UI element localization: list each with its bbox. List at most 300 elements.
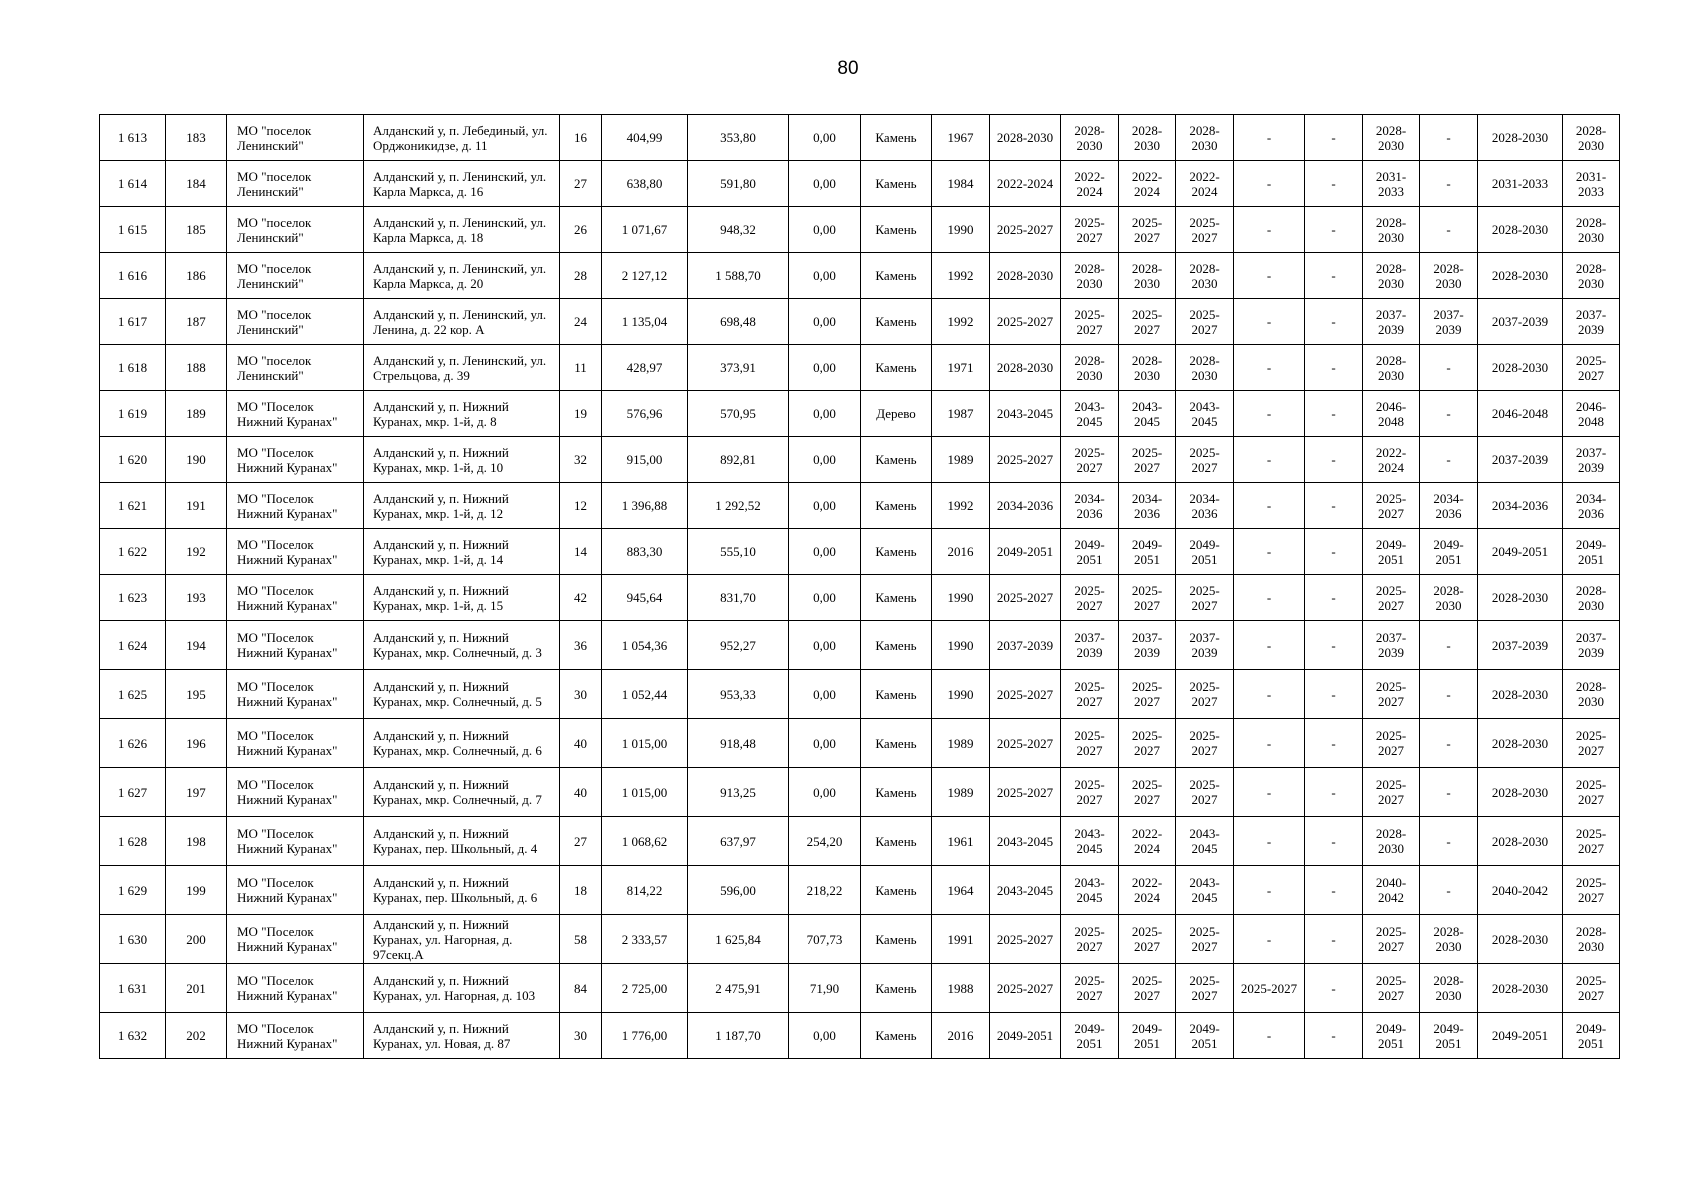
total-area-cell: 638,80 <box>602 161 688 207</box>
residents-cell: 40 <box>560 719 602 768</box>
work-period-cell-9: 2028-2030 <box>1478 207 1563 253</box>
living-area-cell: 596,00 <box>688 866 789 915</box>
work-period-cell-4: 2025-2027 <box>1176 670 1234 719</box>
residents-cell: 30 <box>560 1013 602 1059</box>
wall-material-cell: Камень <box>861 1013 932 1059</box>
table-row <box>100 1013 1620 1059</box>
table-row <box>100 719 1620 768</box>
work-period-cell-3: 2034-2036 <box>1119 483 1176 529</box>
work-period-cell-5: - <box>1234 621 1305 670</box>
municipality-cell: МО "Поселок Нижний Куранах" <box>227 529 364 575</box>
work-period-cell-10: 2025-2027 <box>1563 768 1620 817</box>
work-period-cell-7: 2049-2051 <box>1363 1013 1420 1059</box>
work-period-cell-9: 2040-2042 <box>1478 866 1563 915</box>
work-period-cell-5: - <box>1234 161 1305 207</box>
work-period-cell-6: - <box>1305 964 1363 1013</box>
work-period-cell-10: 2046-2048 <box>1563 391 1620 437</box>
work-period-cell-9: 2028-2030 <box>1478 768 1563 817</box>
municipality-cell: МО "Поселок Нижний Куранах" <box>227 964 364 1013</box>
work-period-cell-7: 2025-2027 <box>1363 768 1420 817</box>
work-period-cell-8: - <box>1420 817 1478 866</box>
address-cell: Алданский у, п. Нижний Куранах, мкр. 1-й, д. 8 <box>364 391 560 437</box>
work-period-cell-8: - <box>1420 391 1478 437</box>
address-cell: Алданский у, п. Нижний Куранах, ул. Нагорная, д. 97секц.А <box>364 915 560 964</box>
address-cell: Алданский у, п. Ленинский, ул. Стрельцова, д. 39 <box>364 345 560 391</box>
object-number-cell: 202 <box>166 1013 227 1059</box>
work-period-cell-10: 2049-2051 <box>1563 1013 1620 1059</box>
work-period-cell-1: 2049-2051 <box>990 1013 1061 1059</box>
total-area-cell: 1 776,00 <box>602 1013 688 1059</box>
wall-material-cell: Камень <box>861 621 932 670</box>
work-period-cell-3: 2025-2027 <box>1119 670 1176 719</box>
construction-year-cell: 1989 <box>932 768 990 817</box>
work-period-cell-10: 2028-2030 <box>1563 253 1620 299</box>
work-period-cell-6: - <box>1305 915 1363 964</box>
object-number-cell: 193 <box>166 575 227 621</box>
work-period-cell-6: - <box>1305 391 1363 437</box>
address-cell: Алданский у, п. Нижний Куранах, мкр. Солнечный, д. 7 <box>364 768 560 817</box>
municipality-cell: МО "поселок Ленинский" <box>227 207 364 253</box>
work-period-cell-1: 2037-2039 <box>990 621 1061 670</box>
living-area-cell: 918,48 <box>688 719 789 768</box>
work-period-cell-1: 2025-2027 <box>990 299 1061 345</box>
object-number-cell: 198 <box>166 817 227 866</box>
work-period-cell-3: 2028-2030 <box>1119 253 1176 299</box>
object-number-cell: 190 <box>166 437 227 483</box>
construction-year-cell: 1990 <box>932 575 990 621</box>
work-period-cell-5: - <box>1234 768 1305 817</box>
work-period-cell-1: 2043-2045 <box>990 391 1061 437</box>
construction-year-cell: 1964 <box>932 866 990 915</box>
work-period-cell-2: 2043-2045 <box>1061 817 1119 866</box>
nonresidential-area-cell: 0,00 <box>789 1013 861 1059</box>
work-period-cell-10: 2037-2039 <box>1563 299 1620 345</box>
work-period-cell-5: - <box>1234 437 1305 483</box>
work-period-cell-1: 2025-2027 <box>990 437 1061 483</box>
wall-material-cell: Камень <box>861 345 932 391</box>
work-period-cell-3: 2022-2024 <box>1119 161 1176 207</box>
work-period-cell-6: - <box>1305 161 1363 207</box>
table-row <box>100 621 1620 670</box>
work-period-cell-2: 2037-2039 <box>1061 621 1119 670</box>
work-period-cell-5: - <box>1234 719 1305 768</box>
residents-cell: 14 <box>560 529 602 575</box>
construction-year-cell: 1961 <box>932 817 990 866</box>
construction-year-cell: 1967 <box>932 115 990 161</box>
work-period-cell-9: 2028-2030 <box>1478 575 1563 621</box>
work-period-cell-6: - <box>1305 483 1363 529</box>
work-period-cell-6: - <box>1305 719 1363 768</box>
address-cell: Алданский у, п. Нижний Куранах, мкр. Солнечный, д. 3 <box>364 621 560 670</box>
nonresidential-area-cell: 0,00 <box>789 529 861 575</box>
work-period-cell-4: 2025-2027 <box>1176 437 1234 483</box>
residents-cell: 16 <box>560 115 602 161</box>
work-period-cell-6: - <box>1305 345 1363 391</box>
work-period-cell-2: 2025-2027 <box>1061 207 1119 253</box>
address-cell: Алданский у, п. Нижний Куранах, мкр. 1-й, д. 12 <box>364 483 560 529</box>
residents-cell: 40 <box>560 768 602 817</box>
work-period-cell-4: 2028-2030 <box>1176 345 1234 391</box>
work-period-cell-2: 2028-2030 <box>1061 253 1119 299</box>
nonresidential-area-cell: 254,20 <box>789 817 861 866</box>
residents-cell: 28 <box>560 253 602 299</box>
total-area-cell: 1 071,67 <box>602 207 688 253</box>
work-period-cell-10: 2025-2027 <box>1563 866 1620 915</box>
living-area-cell: 953,33 <box>688 670 789 719</box>
residents-cell: 27 <box>560 817 602 866</box>
living-area-cell: 637,97 <box>688 817 789 866</box>
work-period-cell-7: 2031-2033 <box>1363 161 1420 207</box>
work-period-cell-4: 2025-2027 <box>1176 915 1234 964</box>
total-area-cell: 883,30 <box>602 529 688 575</box>
construction-year-cell: 1990 <box>932 621 990 670</box>
work-period-cell-6: - <box>1305 529 1363 575</box>
work-period-cell-4: 2043-2045 <box>1176 391 1234 437</box>
municipality-cell: МО "Поселок Нижний Куранах" <box>227 575 364 621</box>
row-number-cell: 1 626 <box>100 719 166 768</box>
row-number-cell: 1 614 <box>100 161 166 207</box>
housing-registry-table <box>99 114 1620 1059</box>
work-period-cell-5: - <box>1234 345 1305 391</box>
residents-cell: 26 <box>560 207 602 253</box>
object-number-cell: 194 <box>166 621 227 670</box>
object-number-cell: 200 <box>166 915 227 964</box>
construction-year-cell: 1987 <box>932 391 990 437</box>
work-period-cell-9: 2037-2039 <box>1478 299 1563 345</box>
work-period-cell-4: 2043-2045 <box>1176 866 1234 915</box>
work-period-cell-1: 2022-2024 <box>990 161 1061 207</box>
nonresidential-area-cell: 0,00 <box>789 299 861 345</box>
work-period-cell-9: 2028-2030 <box>1478 817 1563 866</box>
work-period-cell-4: 2025-2027 <box>1176 719 1234 768</box>
table-row <box>100 575 1620 621</box>
table-row <box>100 207 1620 253</box>
municipality-cell: МО "Поселок Нижний Куранах" <box>227 866 364 915</box>
work-period-cell-8: 2037-2039 <box>1420 299 1478 345</box>
nonresidential-area-cell: 0,00 <box>789 575 861 621</box>
work-period-cell-7: 2025-2027 <box>1363 483 1420 529</box>
address-cell: Алданский у, п. Нижний Куранах, мкр. 1-й, д. 14 <box>364 529 560 575</box>
total-area-cell: 2 127,12 <box>602 253 688 299</box>
work-period-cell-5: - <box>1234 817 1305 866</box>
row-number-cell: 1 631 <box>100 964 166 1013</box>
residents-cell: 58 <box>560 915 602 964</box>
work-period-cell-7: 2025-2027 <box>1363 670 1420 719</box>
table-row <box>100 670 1620 719</box>
living-area-cell: 1 625,84 <box>688 915 789 964</box>
work-period-cell-5: - <box>1234 670 1305 719</box>
row-number-cell: 1 632 <box>100 1013 166 1059</box>
municipality-cell: МО "Поселок Нижний Куранах" <box>227 483 364 529</box>
address-cell: Алданский у, п. Нижний Куранах, пер. Школьный, д. 4 <box>364 817 560 866</box>
work-period-cell-3: 2028-2030 <box>1119 345 1176 391</box>
table-row <box>100 866 1620 915</box>
row-number-cell: 1 624 <box>100 621 166 670</box>
table-row <box>100 915 1620 964</box>
row-number-cell: 1 623 <box>100 575 166 621</box>
work-period-cell-10: 2049-2051 <box>1563 529 1620 575</box>
work-period-cell-1: 2028-2030 <box>990 115 1061 161</box>
work-period-cell-8: - <box>1420 161 1478 207</box>
total-area-cell: 915,00 <box>602 437 688 483</box>
work-period-cell-8: 2028-2030 <box>1420 575 1478 621</box>
work-period-cell-8: - <box>1420 207 1478 253</box>
residents-cell: 30 <box>560 670 602 719</box>
work-period-cell-10: 2028-2030 <box>1563 115 1620 161</box>
living-area-cell: 1 292,52 <box>688 483 789 529</box>
wall-material-cell: Камень <box>861 719 932 768</box>
wall-material-cell: Камень <box>861 483 932 529</box>
table-row <box>100 964 1620 1013</box>
work-period-cell-9: 2028-2030 <box>1478 253 1563 299</box>
construction-year-cell: 1984 <box>932 161 990 207</box>
work-period-cell-8: - <box>1420 115 1478 161</box>
row-number-cell: 1 613 <box>100 115 166 161</box>
row-number-cell: 1 628 <box>100 817 166 866</box>
work-period-cell-9: 2031-2033 <box>1478 161 1563 207</box>
work-period-cell-3: 2049-2051 <box>1119 529 1176 575</box>
nonresidential-area-cell: 0,00 <box>789 345 861 391</box>
municipality-cell: МО "Поселок Нижний Куранах" <box>227 768 364 817</box>
work-period-cell-4: 2049-2051 <box>1176 1013 1234 1059</box>
table-row <box>100 253 1620 299</box>
total-area-cell: 814,22 <box>602 866 688 915</box>
table-row <box>100 483 1620 529</box>
work-period-cell-2: 2049-2051 <box>1061 529 1119 575</box>
work-period-cell-2: 2025-2027 <box>1061 768 1119 817</box>
work-period-cell-8: - <box>1420 670 1478 719</box>
wall-material-cell: Камень <box>861 575 932 621</box>
work-period-cell-8: - <box>1420 866 1478 915</box>
living-area-cell: 952,27 <box>688 621 789 670</box>
living-area-cell: 353,80 <box>688 115 789 161</box>
work-period-cell-8: - <box>1420 345 1478 391</box>
work-period-cell-6: - <box>1305 1013 1363 1059</box>
wall-material-cell: Камень <box>861 817 932 866</box>
work-period-cell-10: 2025-2027 <box>1563 817 1620 866</box>
work-period-cell-7: 2028-2030 <box>1363 817 1420 866</box>
work-period-cell-5: 2025-2027 <box>1234 964 1305 1013</box>
work-period-cell-4: 2028-2030 <box>1176 253 1234 299</box>
address-cell: Алданский у, п. Нижний Куранах, ул. Нагорная, д. 103 <box>364 964 560 1013</box>
residents-cell: 36 <box>560 621 602 670</box>
work-period-cell-8: 2049-2051 <box>1420 529 1478 575</box>
total-area-cell: 576,96 <box>602 391 688 437</box>
work-period-cell-7: 2046-2048 <box>1363 391 1420 437</box>
total-area-cell: 1 135,04 <box>602 299 688 345</box>
work-period-cell-6: - <box>1305 115 1363 161</box>
residents-cell: 18 <box>560 866 602 915</box>
address-cell: Алданский у, п. Лебединый, ул. Орджоникидзе, д. 11 <box>364 115 560 161</box>
municipality-cell: МО "Поселок Нижний Куранах" <box>227 437 364 483</box>
object-number-cell: 189 <box>166 391 227 437</box>
living-area-cell: 570,95 <box>688 391 789 437</box>
table-row <box>100 345 1620 391</box>
work-period-cell-10: 2025-2027 <box>1563 345 1620 391</box>
work-period-cell-2: 2043-2045 <box>1061 866 1119 915</box>
work-period-cell-10: 2037-2039 <box>1563 621 1620 670</box>
work-period-cell-2: 2025-2027 <box>1061 437 1119 483</box>
living-area-cell: 892,81 <box>688 437 789 483</box>
work-period-cell-1: 2025-2027 <box>990 964 1061 1013</box>
construction-year-cell: 1992 <box>932 253 990 299</box>
total-area-cell: 945,64 <box>602 575 688 621</box>
work-period-cell-9: 2049-2051 <box>1478 1013 1563 1059</box>
total-area-cell: 1 396,88 <box>602 483 688 529</box>
work-period-cell-1: 2043-2045 <box>990 866 1061 915</box>
work-period-cell-4: 2025-2027 <box>1176 299 1234 345</box>
nonresidential-area-cell: 0,00 <box>789 719 861 768</box>
construction-year-cell: 1988 <box>932 964 990 1013</box>
work-period-cell-2: 2025-2027 <box>1061 719 1119 768</box>
object-number-cell: 185 <box>166 207 227 253</box>
row-number-cell: 1 616 <box>100 253 166 299</box>
living-area-cell: 1 187,70 <box>688 1013 789 1059</box>
work-period-cell-9: 2034-2036 <box>1478 483 1563 529</box>
table-row <box>100 115 1620 161</box>
construction-year-cell: 1990 <box>932 207 990 253</box>
nonresidential-area-cell: 71,90 <box>789 964 861 1013</box>
work-period-cell-3: 2037-2039 <box>1119 621 1176 670</box>
work-period-cell-6: - <box>1305 621 1363 670</box>
work-period-cell-4: 2025-2027 <box>1176 768 1234 817</box>
work-period-cell-2: 2028-2030 <box>1061 115 1119 161</box>
municipality-cell: МО "Поселок Нижний Куранах" <box>227 670 364 719</box>
row-number-cell: 1 617 <box>100 299 166 345</box>
work-period-cell-9: 2028-2030 <box>1478 670 1563 719</box>
work-period-cell-2: 2043-2045 <box>1061 391 1119 437</box>
work-period-cell-7: 2028-2030 <box>1363 207 1420 253</box>
municipality-cell: МО "поселок Ленинский" <box>227 345 364 391</box>
work-period-cell-8: 2028-2030 <box>1420 964 1478 1013</box>
work-period-cell-7: 2025-2027 <box>1363 575 1420 621</box>
wall-material-cell: Камень <box>861 964 932 1013</box>
work-period-cell-10: 2028-2030 <box>1563 915 1620 964</box>
address-cell: Алданский у, п. Нижний Куранах, ул. Новая, д. 87 <box>364 1013 560 1059</box>
nonresidential-area-cell: 0,00 <box>789 161 861 207</box>
object-number-cell: 199 <box>166 866 227 915</box>
row-number-cell: 1 618 <box>100 345 166 391</box>
work-period-cell-5: - <box>1234 391 1305 437</box>
work-period-cell-10: 2025-2027 <box>1563 719 1620 768</box>
municipality-cell: МО "поселок Ленинский" <box>227 253 364 299</box>
municipality-cell: МО "Поселок Нижний Куранах" <box>227 391 364 437</box>
row-number-cell: 1 621 <box>100 483 166 529</box>
wall-material-cell: Камень <box>861 768 932 817</box>
address-cell: Алданский у, п. Ленинский, ул. Карла Маркса, д. 18 <box>364 207 560 253</box>
work-period-cell-6: - <box>1305 866 1363 915</box>
construction-year-cell: 1992 <box>932 299 990 345</box>
work-period-cell-3: 2025-2027 <box>1119 964 1176 1013</box>
total-area-cell: 404,99 <box>602 115 688 161</box>
work-period-cell-8: 2028-2030 <box>1420 915 1478 964</box>
living-area-cell: 373,91 <box>688 345 789 391</box>
municipality-cell: МО "Поселок Нижний Куранах" <box>227 915 364 964</box>
work-period-cell-1: 2049-2051 <box>990 529 1061 575</box>
work-period-cell-6: - <box>1305 575 1363 621</box>
wall-material-cell: Камень <box>861 866 932 915</box>
wall-material-cell: Камень <box>861 161 932 207</box>
work-period-cell-6: - <box>1305 670 1363 719</box>
nonresidential-area-cell: 707,73 <box>789 915 861 964</box>
work-period-cell-3: 2025-2027 <box>1119 207 1176 253</box>
work-period-cell-10: 2028-2030 <box>1563 207 1620 253</box>
work-period-cell-1: 2025-2027 <box>990 719 1061 768</box>
work-period-cell-6: - <box>1305 817 1363 866</box>
work-period-cell-3: 2025-2027 <box>1119 719 1176 768</box>
object-number-cell: 196 <box>166 719 227 768</box>
work-period-cell-3: 2025-2027 <box>1119 437 1176 483</box>
row-number-cell: 1 620 <box>100 437 166 483</box>
living-area-cell: 1 588,70 <box>688 253 789 299</box>
nonresidential-area-cell: 0,00 <box>789 207 861 253</box>
work-period-cell-3: 2022-2024 <box>1119 866 1176 915</box>
work-period-cell-5: - <box>1234 575 1305 621</box>
nonresidential-area-cell: 0,00 <box>789 621 861 670</box>
object-number-cell: 191 <box>166 483 227 529</box>
work-period-cell-10: 2028-2030 <box>1563 575 1620 621</box>
nonresidential-area-cell: 0,00 <box>789 483 861 529</box>
work-period-cell-2: 2028-2030 <box>1061 345 1119 391</box>
work-period-cell-10: 2031-2033 <box>1563 161 1620 207</box>
row-number-cell: 1 622 <box>100 529 166 575</box>
residents-cell: 84 <box>560 964 602 1013</box>
object-number-cell: 201 <box>166 964 227 1013</box>
row-number-cell: 1 629 <box>100 866 166 915</box>
work-period-cell-4: 2022-2024 <box>1176 161 1234 207</box>
work-period-cell-4: 2049-2051 <box>1176 529 1234 575</box>
work-period-cell-3: 2025-2027 <box>1119 575 1176 621</box>
table-row <box>100 391 1620 437</box>
row-number-cell: 1 619 <box>100 391 166 437</box>
construction-year-cell: 1992 <box>932 483 990 529</box>
work-period-cell-1: 2025-2027 <box>990 768 1061 817</box>
wall-material-cell: Камень <box>861 253 932 299</box>
residents-cell: 12 <box>560 483 602 529</box>
total-area-cell: 1 052,44 <box>602 670 688 719</box>
municipality-cell: МО "поселок Ленинский" <box>227 299 364 345</box>
work-period-cell-7: 2028-2030 <box>1363 115 1420 161</box>
address-cell: Алданский у, п. Нижний Куранах, мкр. 1-й, д. 10 <box>364 437 560 483</box>
wall-material-cell: Камень <box>861 115 932 161</box>
construction-year-cell: 1989 <box>932 719 990 768</box>
construction-year-cell: 1990 <box>932 670 990 719</box>
nonresidential-area-cell: 0,00 <box>789 670 861 719</box>
work-period-cell-9: 2028-2030 <box>1478 719 1563 768</box>
object-number-cell: 186 <box>166 253 227 299</box>
nonresidential-area-cell: 0,00 <box>789 253 861 299</box>
work-period-cell-1: 2043-2045 <box>990 817 1061 866</box>
row-number-cell: 1 630 <box>100 915 166 964</box>
total-area-cell: 1 015,00 <box>602 768 688 817</box>
work-period-cell-1: 2028-2030 <box>990 253 1061 299</box>
work-period-cell-2: 2034-2036 <box>1061 483 1119 529</box>
work-period-cell-6: - <box>1305 437 1363 483</box>
row-number-cell: 1 615 <box>100 207 166 253</box>
work-period-cell-9: 2028-2030 <box>1478 964 1563 1013</box>
nonresidential-area-cell: 0,00 <box>789 391 861 437</box>
living-area-cell: 948,32 <box>688 207 789 253</box>
work-period-cell-2: 2025-2027 <box>1061 575 1119 621</box>
total-area-cell: 1 068,62 <box>602 817 688 866</box>
work-period-cell-1: 2025-2027 <box>990 670 1061 719</box>
work-period-cell-3: 2028-2030 <box>1119 115 1176 161</box>
work-period-cell-9: 2037-2039 <box>1478 437 1563 483</box>
wall-material-cell: Камень <box>861 529 932 575</box>
municipality-cell: МО "Поселок Нижний Куранах" <box>227 1013 364 1059</box>
address-cell: Алданский у, п. Нижний Куранах, мкр. Солнечный, д. 6 <box>364 719 560 768</box>
object-number-cell: 197 <box>166 768 227 817</box>
